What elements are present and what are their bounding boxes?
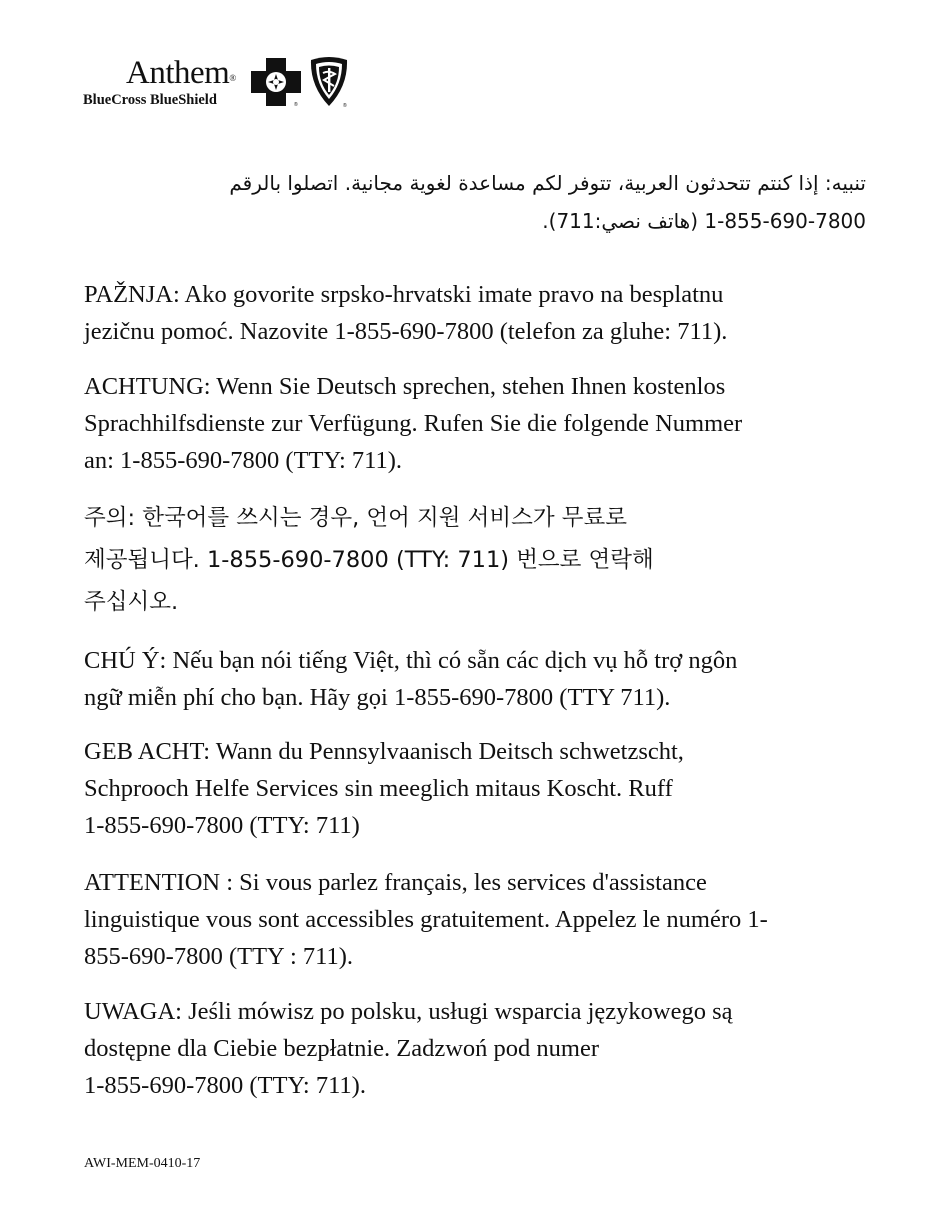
- notice-pennsylvania-dutch: [84, 733, 884, 844]
- blue-shield-icon: [308, 56, 350, 108]
- notice-serbo-croatian: [84, 276, 884, 350]
- notice-line: 주십시오.: [84, 589, 179, 615]
- notice-line: an: 1-855-690-7800 (TTY: 711).: [84, 447, 402, 474]
- notice-line: dostępne dla Ciebie bezpłatnie. Zadzwoń pod numer: [84, 1035, 600, 1062]
- notice-line: ngữ miễn phí cho bạn. Hãy gọi 1-855-690-7800 (TTY 711).: [84, 684, 671, 711]
- logo-wordmark: Anthem®: [126, 55, 236, 91]
- logo-subline: BlueCross BlueShield: [83, 92, 217, 108]
- notice-line: UWAGA: Jeśli mówisz po polsku, usługi wsparcia językowego są: [84, 998, 733, 1025]
- notice-line: 1-855-690-7800 (هاتف نصي:711).: [542, 209, 866, 233]
- svg-text:®: ®: [294, 102, 298, 107]
- logo-reg-mark: ®: [229, 73, 236, 83]
- notice-line: 1-855-690-7800 (TTY: 711): [84, 812, 360, 839]
- notice-arabic: [86, 164, 866, 240]
- notice-line: linguistique vous sont accessibles gratuitement. Appelez le numéro 1-: [84, 906, 768, 933]
- notice-line: تنبيه: إذا كنتم تتحدثون العربية، تتوفر لكم مساعدة لغوية مجانية. اتصلوا بالرقم: [229, 171, 866, 195]
- notice-line: Sprachhilfsdienste zur Verfügung. Rufen Sie die folgende Nummer: [84, 410, 743, 437]
- notice-line: GEB ACHT: Wann du Pennsylvaanisch Deitsch schwetzscht,: [84, 738, 684, 765]
- notice-line: PAŽNJA: Ako govorite srpsko-hrvatski imate pravo na besplatnu: [84, 281, 724, 308]
- notice-korean: [84, 497, 884, 623]
- notice-german: [84, 368, 884, 479]
- blue-cross-icon: [250, 57, 302, 107]
- notice-line: 1-855-690-7800 (TTY: 711).: [84, 1072, 366, 1099]
- notice-vietnamese: [84, 642, 884, 716]
- notice-polish: [84, 993, 884, 1104]
- notice-line: Schprooch Helfe Services sin meeglich mitaus Koscht. Ruff: [84, 775, 673, 802]
- notice-line: 주의: 한국어를 쓰시는 경우, 언어 지원 서비스가 무료로: [84, 505, 627, 531]
- notice-french: [84, 864, 884, 975]
- notice-line: 855-690-7800 (TTY : 711).: [84, 943, 353, 970]
- notice-line: CHÚ Ý: Nếu bạn nói tiếng Việt, thì có sẵn các dịch vụ hỗ trợ ngôn: [84, 647, 738, 674]
- notice-line: 제공됩니다. 1-855-690-7800 (TTY: 711) 번으로 연락해: [84, 547, 654, 573]
- notice-line: ATTENTION : Si vous parlez français, les services d'assistance: [84, 869, 707, 896]
- svg-text:®: ®: [343, 103, 347, 108]
- document-code: AWI-MEM-0410-17: [84, 1156, 201, 1171]
- notice-line: ACHTUNG: Wenn Sie Deutsch sprechen, stehen Ihnen kostenlos: [84, 373, 726, 400]
- notice-line: jezičnu pomoć. Nazovite 1-855-690-7800 (telefon za gluhe: 711).: [84, 318, 728, 345]
- anthem-logo: [83, 56, 353, 112]
